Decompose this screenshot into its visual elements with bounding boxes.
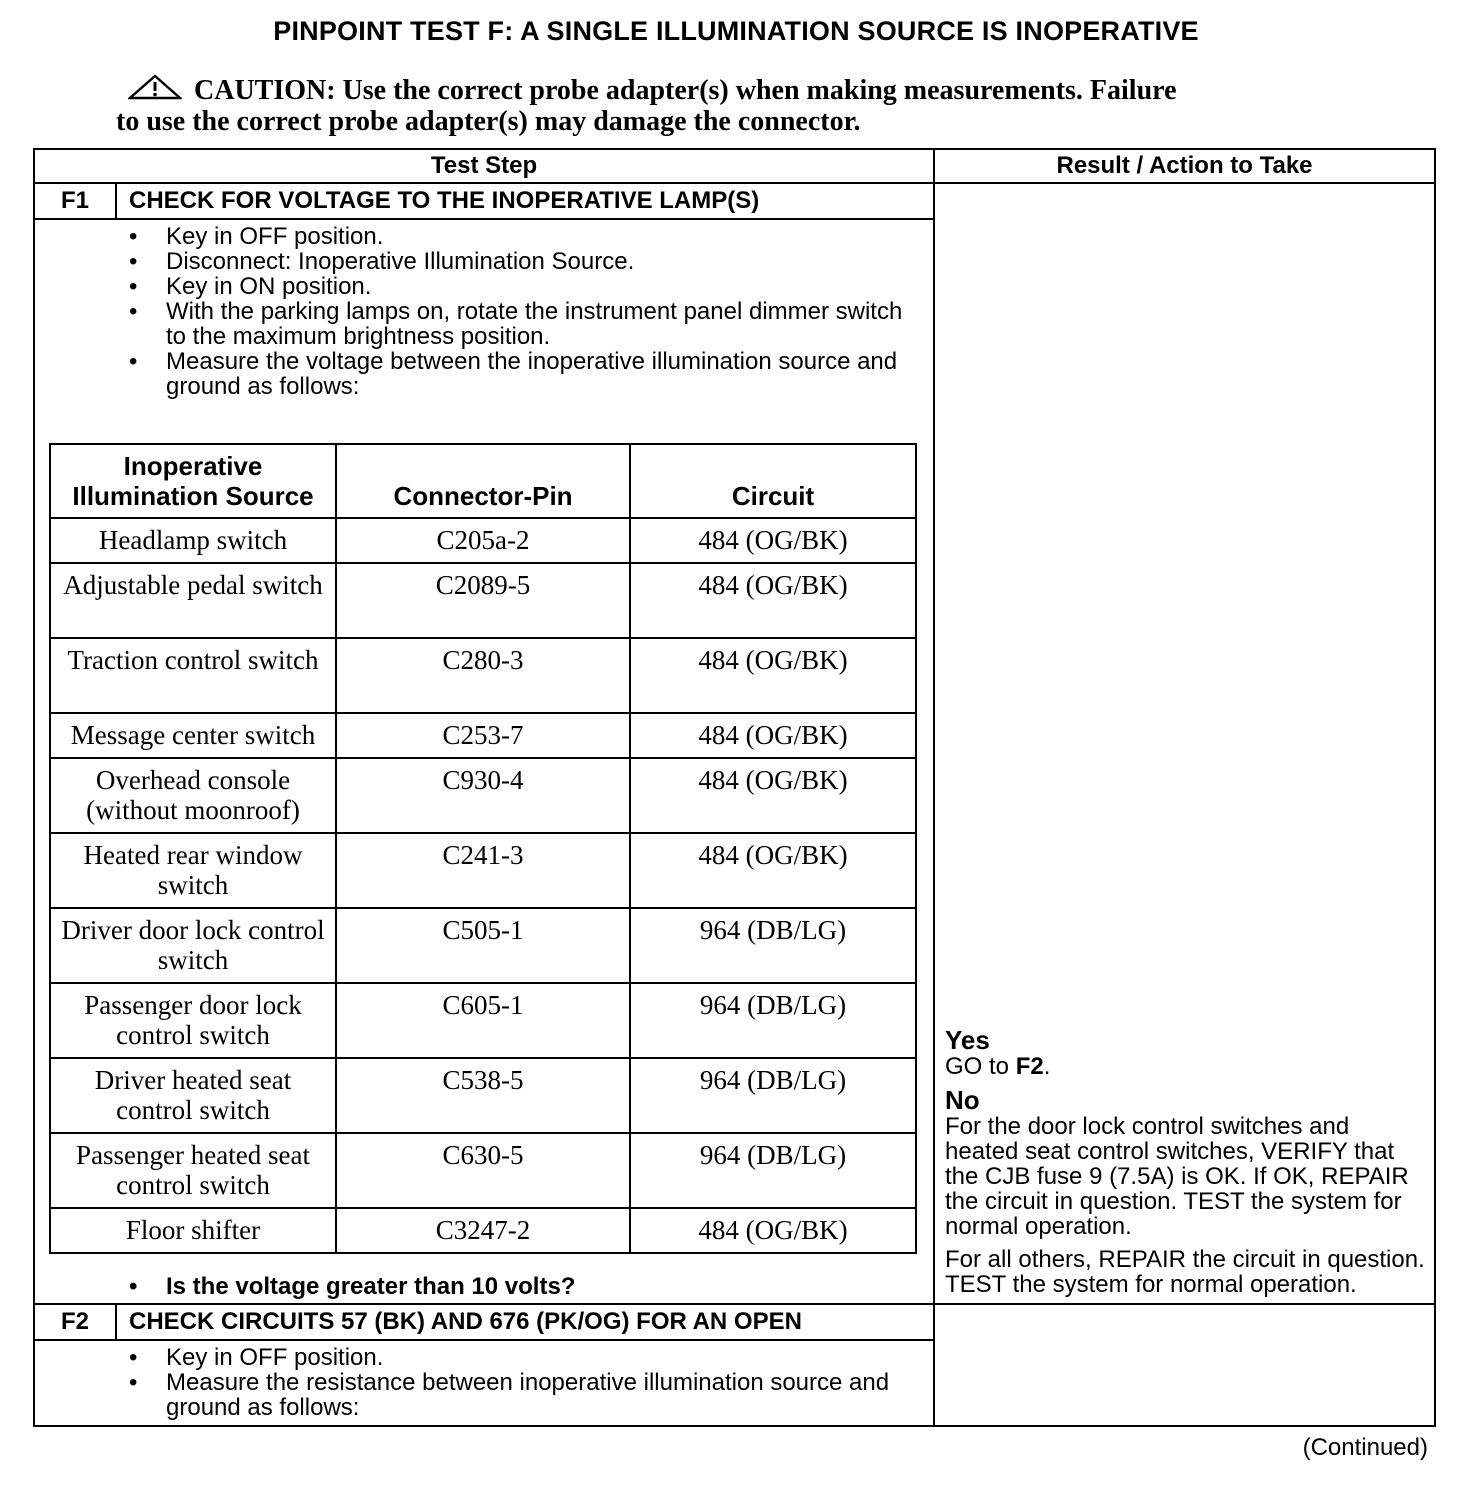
- caution-text-line2: to use the correct probe adapter(s) may damage the connector.: [116, 106, 861, 137]
- result-cell-f1: [934, 183, 1435, 1304]
- list-item: • Measure the resistance between inoperative illumination source and ground as follows:: [35, 1370, 933, 1420]
- table-row: [50, 908, 916, 983]
- cell-source: Driver heated seat control switch: [50, 1058, 336, 1133]
- table-row: [50, 1133, 916, 1208]
- list-item: • Key in OFF position.: [35, 1345, 933, 1370]
- step-f1-question: [35, 1274, 933, 1299]
- step-f1-instructions: [35, 224, 933, 399]
- step-title-f1: CHECK FOR VOLTAGE TO THE INOPERATIVE LAMP(S): [116, 183, 934, 219]
- cell-source: Passenger door lock control switch: [50, 983, 336, 1058]
- cell-circuit: 484 (OG/BK): [630, 563, 916, 638]
- cell-source: Message center switch: [50, 713, 336, 758]
- cell-circuit: 484 (OG/BK): [630, 638, 916, 713]
- result-yes-text: GO to F2.: [945, 1053, 1051, 1080]
- caution-label: CAUTION:: [194, 75, 336, 106]
- cell-source: Overhead console (without moonroof): [50, 758, 336, 833]
- cell-source: Adjustable pedal switch: [50, 563, 336, 638]
- list-item: • Is the voltage greater than 10 volts?: [35, 1274, 933, 1299]
- cell-connector-pin: C505-1: [336, 908, 630, 983]
- table-row: [50, 1058, 916, 1133]
- cell-circuit: 964 (DB/LG): [630, 983, 916, 1058]
- cell-source: Driver door lock control switch: [50, 908, 336, 983]
- pinpoint-test-table: [33, 148, 1436, 1427]
- table-row: [50, 638, 916, 713]
- column-header-circuit: Circuit: [630, 444, 916, 518]
- table-row: [50, 833, 916, 908]
- result-no-text-1: For the door lock control switches and heated seat control switches, VERIFY that the CJB fuse 9 (7.5A) is OK. If OK, REPAIR the circuit in question. TEST the system for normal operation.: [945, 1113, 1409, 1240]
- result-block-f1: [945, 1027, 1428, 1297]
- table-row: [50, 713, 916, 758]
- table-row: [50, 518, 916, 563]
- cell-connector-pin: C253-7: [336, 713, 630, 758]
- cell-circuit: 484 (OG/BK): [630, 833, 916, 908]
- cell-circuit: 484 (OG/BK): [630, 758, 916, 833]
- header-test-step: Test Step: [34, 149, 934, 183]
- column-header-source: Inoperative Illumination Source: [50, 444, 336, 518]
- result-cell-f2: [934, 1304, 1435, 1426]
- caution-text-line1: Use the correct probe adapter(s) when making measurements. Failure: [342, 75, 1177, 106]
- cell-connector-pin: C930-4: [336, 758, 630, 833]
- cell-source: Traction control switch: [50, 638, 336, 713]
- continued-note: (Continued): [1302, 1434, 1428, 1461]
- caution-note: [116, 74, 1316, 137]
- cell-connector-pin: C205a-2: [336, 518, 630, 563]
- cell-connector-pin: C280-3: [336, 638, 630, 713]
- page-title: PINPOINT TEST F: A SINGLE ILLUMINATION SOURCE IS INOPERATIVE: [273, 16, 1199, 46]
- list-item: • Key in ON position.: [35, 274, 933, 299]
- list-item: • Disconnect: Inoperative Illumination Source.: [35, 249, 933, 274]
- warning-triangle-icon: [128, 74, 182, 100]
- result-yes-label: Yes: [945, 1025, 990, 1055]
- cell-source: Headlamp switch: [50, 518, 336, 563]
- step-body-f2: [34, 1340, 934, 1426]
- column-header-connector-pin: Connector-Pin: [336, 444, 630, 518]
- cell-source: Heated rear window switch: [50, 833, 336, 908]
- step-id-f1: F1: [34, 183, 116, 219]
- list-item: • Measure the voltage between the inoperative illumination source and ground as follows:: [35, 349, 933, 399]
- cell-connector-pin: C3247-2: [336, 1208, 630, 1253]
- cell-connector-pin: C630-5: [336, 1133, 630, 1208]
- table-row: [50, 758, 916, 833]
- cell-connector-pin: C2089-5: [336, 563, 630, 638]
- table-row: [50, 983, 916, 1058]
- list-item: • Key in OFF position.: [35, 224, 933, 249]
- table-row: [50, 563, 916, 638]
- step-body-f1: [34, 219, 934, 1304]
- cell-circuit: 484 (OG/BK): [630, 1208, 916, 1253]
- result-no-text-2: For all others, REPAIR the circuit in question. TEST the system for normal operation.: [945, 1246, 1425, 1298]
- cell-source: Floor shifter: [50, 1208, 336, 1253]
- cell-circuit: 964 (DB/LG): [630, 908, 916, 983]
- result-no-label: No: [945, 1085, 980, 1115]
- step-f2-instructions: [35, 1345, 933, 1420]
- cell-connector-pin: C241-3: [336, 833, 630, 908]
- voltage-measurement-table: [49, 443, 917, 1254]
- cell-circuit: 964 (DB/LG): [630, 1058, 916, 1133]
- header-result-action: Result / Action to Take: [934, 149, 1435, 183]
- cell-circuit: 484 (OG/BK): [630, 713, 916, 758]
- cell-circuit: 484 (OG/BK): [630, 518, 916, 563]
- table-row: [50, 1208, 916, 1253]
- step-id-f2: F2: [34, 1304, 116, 1340]
- cell-circuit: 964 (DB/LG): [630, 1133, 916, 1208]
- list-item: • With the parking lamps on, rotate the instrument panel dimmer switch to the maximum brightness position.: [35, 299, 933, 349]
- cell-connector-pin: C605-1: [336, 983, 630, 1058]
- cell-connector-pin: C538-5: [336, 1058, 630, 1133]
- cell-source: Passenger heated seat control switch: [50, 1133, 336, 1208]
- step-title-f2: CHECK CIRCUITS 57 (BK) AND 676 (PK/OG) FOR AN OPEN: [116, 1304, 934, 1340]
